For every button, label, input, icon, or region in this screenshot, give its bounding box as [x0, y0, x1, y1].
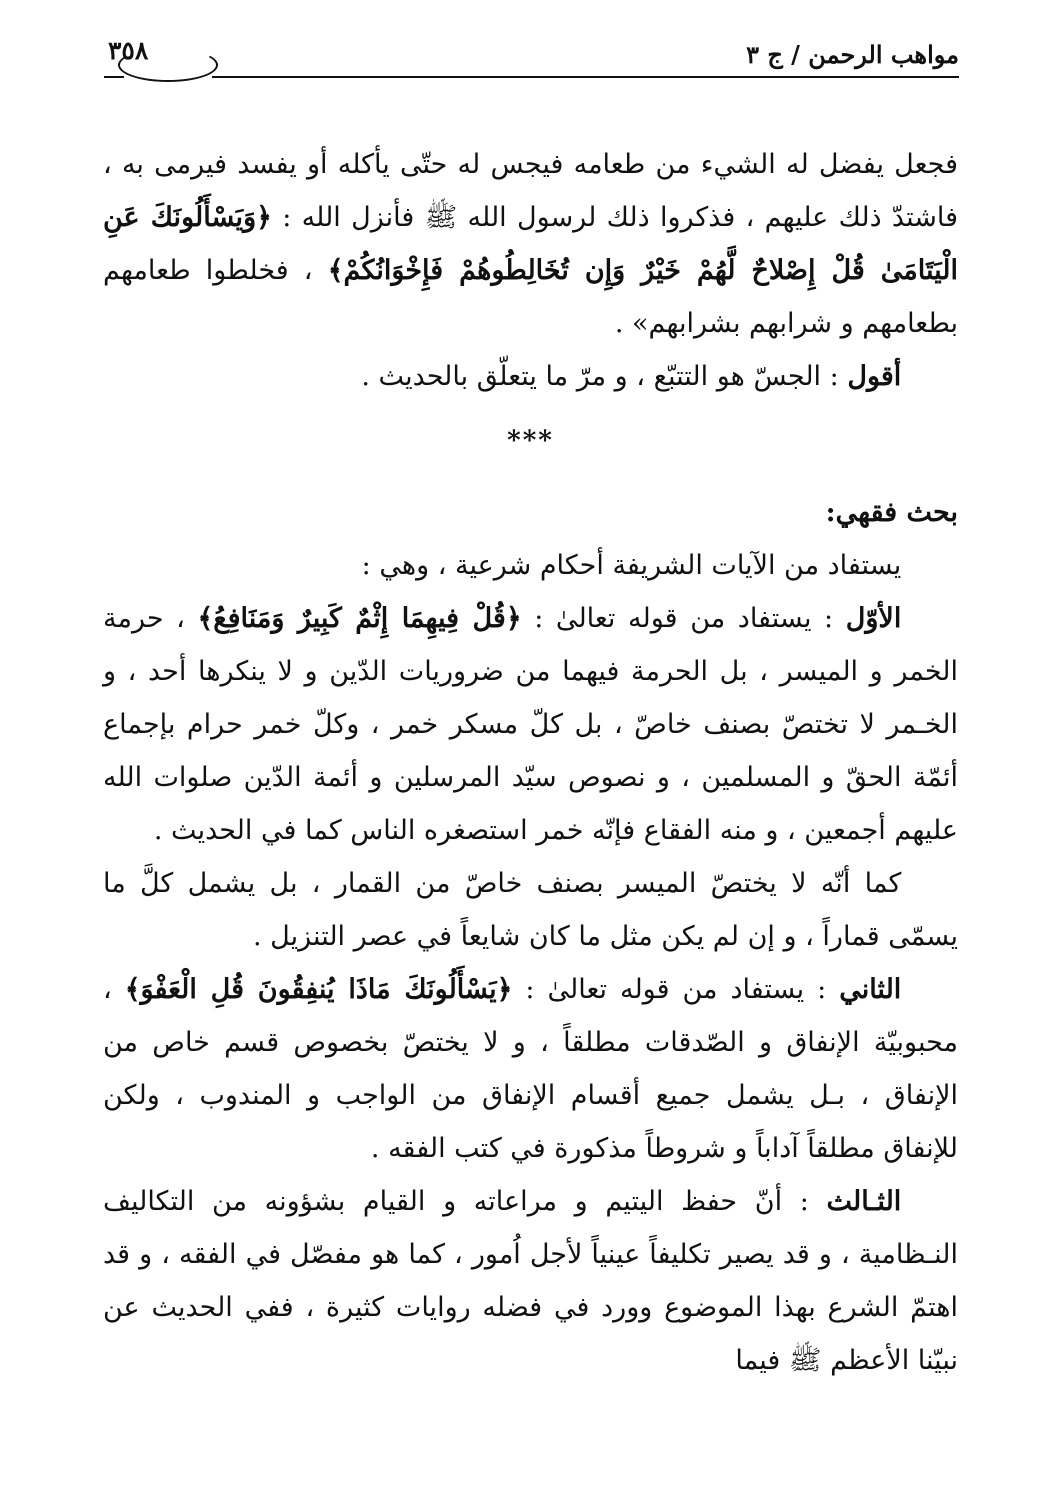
text: : الجسّ هو التتبّع ، و مرّ ما يتعلّق بالحديث .: [361, 361, 848, 392]
paragraph-lead: الثـالث: [826, 1186, 902, 1217]
header-rule: [104, 76, 959, 78]
paragraph-intro: يستفاد من الآيات الشريفة أحكام شرعية ، وهي :: [361, 550, 902, 581]
paragraph-first-ruling: [103, 592, 958, 857]
page-body: [103, 138, 958, 1387]
text: : أنّ حفظ اليتيم و مراعاته و القيام بشؤونه من التكاليف النـظامية ، و قد يصير تكليفاً عينياً لأجل اُمور ، كما هو مفصّل في الفقه ، و قد اهتمّ الشرع بهذا الموضوع وورد في فضله روايات كثيرة ، ففي الحديث عن نبيّنا الأعظم ﷺ فيما: [103, 1186, 958, 1376]
quran-verse: ﴿قُلْ فِيهِمَا إِثْمٌ كَبِيرٌ وَمَنَافِعُ﴾: [197, 603, 522, 634]
paragraph-aqul: [103, 350, 958, 403]
paragraph-lead: الأوّل: [845, 603, 902, 634]
section-separator: ***: [507, 426, 554, 456]
paragraph-maysir: كما أنّه لا يختصّ الميسر بصنف خاصّ من القمار ، بل يشمل كلَّ ما يسمّى قماراً ، و إن لم يكن مثل ما كان شايعاً في عصر التنزيل .: [103, 868, 958, 952]
text: ، فخلطوا طعامهم بطعامهم و شرابهم بشرابهم» .: [103, 255, 958, 339]
text: فجعل يفضل له الشيء من طعامه فيجس له حتّى يأكله أو يفسد فيرمى به ، فاشتدّ ذلك عليهم ، فذكروا ذلك لرسول الله ﷺ فأنزل الله :: [103, 149, 958, 233]
text: ، حرمة الخمر و الميسر ، بل الحرمة فيهما من ضروريات الدّين و لا ينكرها أحد ، و الخـمر لا تختصّ بصنف خاصّ ، بل كلّ مسكر خمر ، وكلّ خمر حرام بإجماع أئمّة الحقّ و المسلمين ، و نصوص سيّد المرسلين و أئمة الدّين صلوات الله عليهم أجمعين ، و منه الفقاع فإنّه خمر استصغره الناس كما في الحديث .: [103, 603, 958, 846]
section-title: بحث فقهي:: [825, 497, 958, 528]
page-number: ٣٥٨: [108, 36, 149, 65]
paragraph-lead: الثاني: [839, 974, 902, 1005]
quran-verse: ﴿وَيَسْأَلُونَكَ عَنِ الْيَتَامَىٰ قُلْ إِصْلاحٌ لَّهُمْ خَيْرٌ وَإِن تُخَالِطُوهُمْ فَإِخْوَانُكُمْ﴾: [103, 202, 958, 286]
page-header: [104, 36, 959, 80]
paragraph-lead: أقول: [847, 361, 902, 392]
text: : يستفاد من قوله تعالىٰ :: [521, 603, 846, 634]
paragraph-second-ruling: [103, 963, 958, 1175]
running-title: مواهب الرحمن / ج ٣: [746, 40, 959, 69]
text: : يستفاد من قوله تعالىٰ :: [512, 974, 840, 1005]
text: ، محبوبيّة الإنفاق و الصّدقات مطلقاً ، و لا يختصّ بخصوص قسم خاص من الإنفاق ، بـل يشمل جميع أقسام الإنفاق من الواجب و المندوب ، ولكن للإنفاق مطلقاً آداباً و شروطاً مذكورة في كتب الفقه .: [103, 974, 958, 1164]
quran-verse: ﴿يَسْأَلُونَكَ مَاذَا يُنفِقُونَ قُلِ الْعَفْوَ﴾: [124, 974, 513, 1005]
paragraph-third-ruling: [103, 1175, 958, 1387]
paragraph-hadith-continuation: [103, 138, 958, 350]
